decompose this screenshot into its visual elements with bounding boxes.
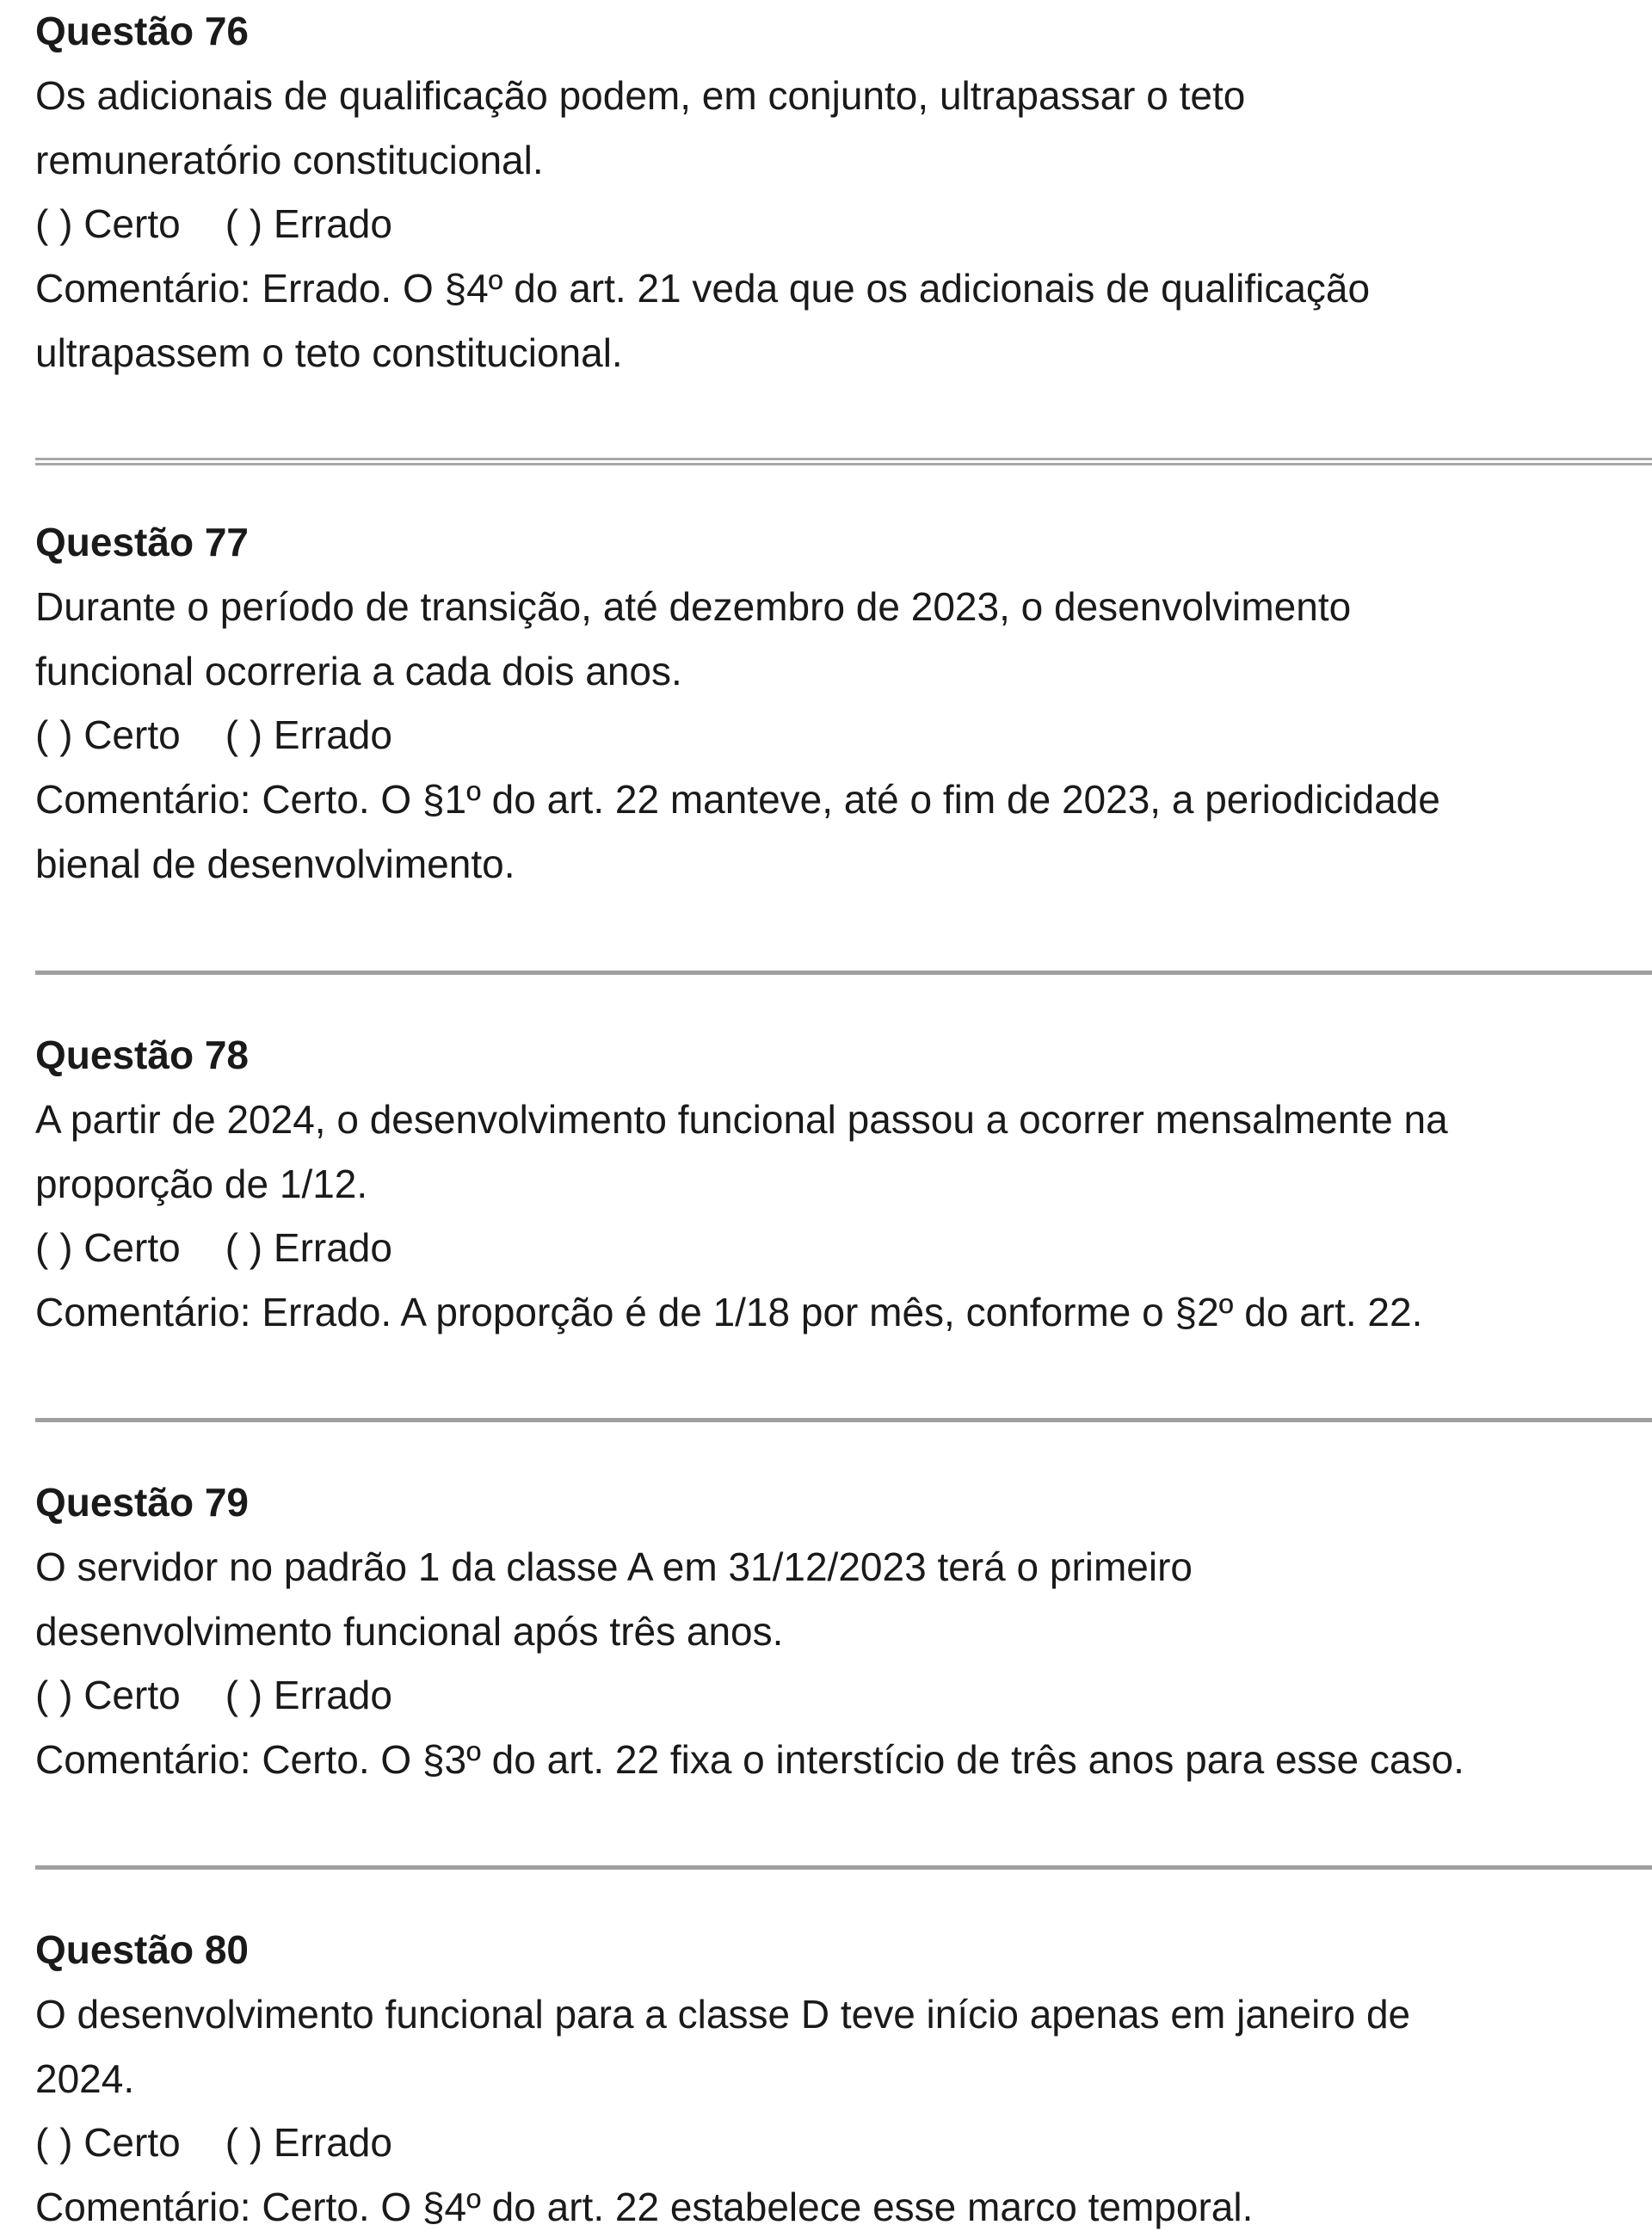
question-statement-line: Durante o período de transição, até dezembro de 2023, o desenvolvimento <box>35 584 1352 629</box>
section-divider <box>35 1865 1652 1870</box>
question-comment-line: Comentário: Certo. O §1º do art. 22 manteve, até o fim de 2023, a periodicidade <box>35 777 1440 822</box>
question-comment-line: ultrapassem o teto constitucional. <box>35 330 623 375</box>
question-statement-line: O desenvolvimento funcional para a classe D teve início apenas em janeiro de <box>35 1992 1411 2037</box>
option-errado[interactable]: ( ) Errado <box>225 1225 392 1270</box>
question-comment-line: Comentário: Certo. O §3º do art. 22 fixa o interstício de três anos para esse caso. <box>35 1737 1464 1782</box>
question-statement-line: A partir de 2024, o desenvolvimento funcional passou a ocorrer mensalmente na <box>35 1097 1448 1142</box>
question-statement-line: Os adicionais de qualificação podem, em conjunto, ultrapassar o teto <box>35 73 1246 118</box>
question-title: Questão 76 <box>35 9 249 53</box>
answer-options <box>35 711 392 759</box>
question-comment-line: Comentário: Certo. O §4º do art. 22 estabelece esse marco temporal. <box>35 2185 1254 2229</box>
option-errado[interactable]: ( ) Errado <box>225 201 392 246</box>
option-errado[interactable]: ( ) Errado <box>225 1673 392 1717</box>
question-comment-line: Comentário: Errado. A proporção é de 1/18 por mês, conforme o §2º do art. 22. <box>35 1290 1423 1334</box>
answer-options <box>35 200 392 248</box>
answer-options <box>35 1671 392 1719</box>
question-comment-line: Comentário: Errado. O §4º do art. 21 veda que os adicionais de qualificação <box>35 266 1371 311</box>
question-title: Questão 78 <box>35 1032 249 1077</box>
question-comment-line: bienal de desenvolvimento. <box>35 841 515 886</box>
question-statement-line: desenvolvimento funcional após três anos. <box>35 1609 784 1654</box>
question-statement-line: 2024. <box>35 2056 135 2101</box>
section-divider <box>35 458 1652 465</box>
option-certo[interactable]: ( ) Certo <box>35 1673 181 1717</box>
answer-options <box>35 2118 392 2166</box>
option-certo[interactable]: ( ) Certo <box>35 2120 181 2165</box>
section-divider <box>35 971 1652 975</box>
option-certo[interactable]: ( ) Certo <box>35 201 181 246</box>
question-statement-line: remuneratório constitucional. <box>35 138 544 182</box>
question-statement-line: funcional ocorreria a cada dois anos. <box>35 649 682 693</box>
option-certo[interactable]: ( ) Certo <box>35 712 181 757</box>
question-statement-line: O servidor no padrão 1 da classe A em 31/12/2023 terá o primeiro <box>35 1544 1193 1589</box>
section-divider <box>35 1418 1652 1422</box>
answer-options <box>35 1223 392 1272</box>
option-certo[interactable]: ( ) Certo <box>35 1225 181 1270</box>
option-errado[interactable]: ( ) Errado <box>225 712 392 757</box>
question-title: Questão 77 <box>35 520 249 564</box>
question-title: Questão 79 <box>35 1480 249 1525</box>
question-title: Questão 80 <box>35 1927 249 1972</box>
question-statement-line: proporção de 1/12. <box>35 1162 368 1206</box>
option-errado[interactable]: ( ) Errado <box>225 2120 392 2165</box>
